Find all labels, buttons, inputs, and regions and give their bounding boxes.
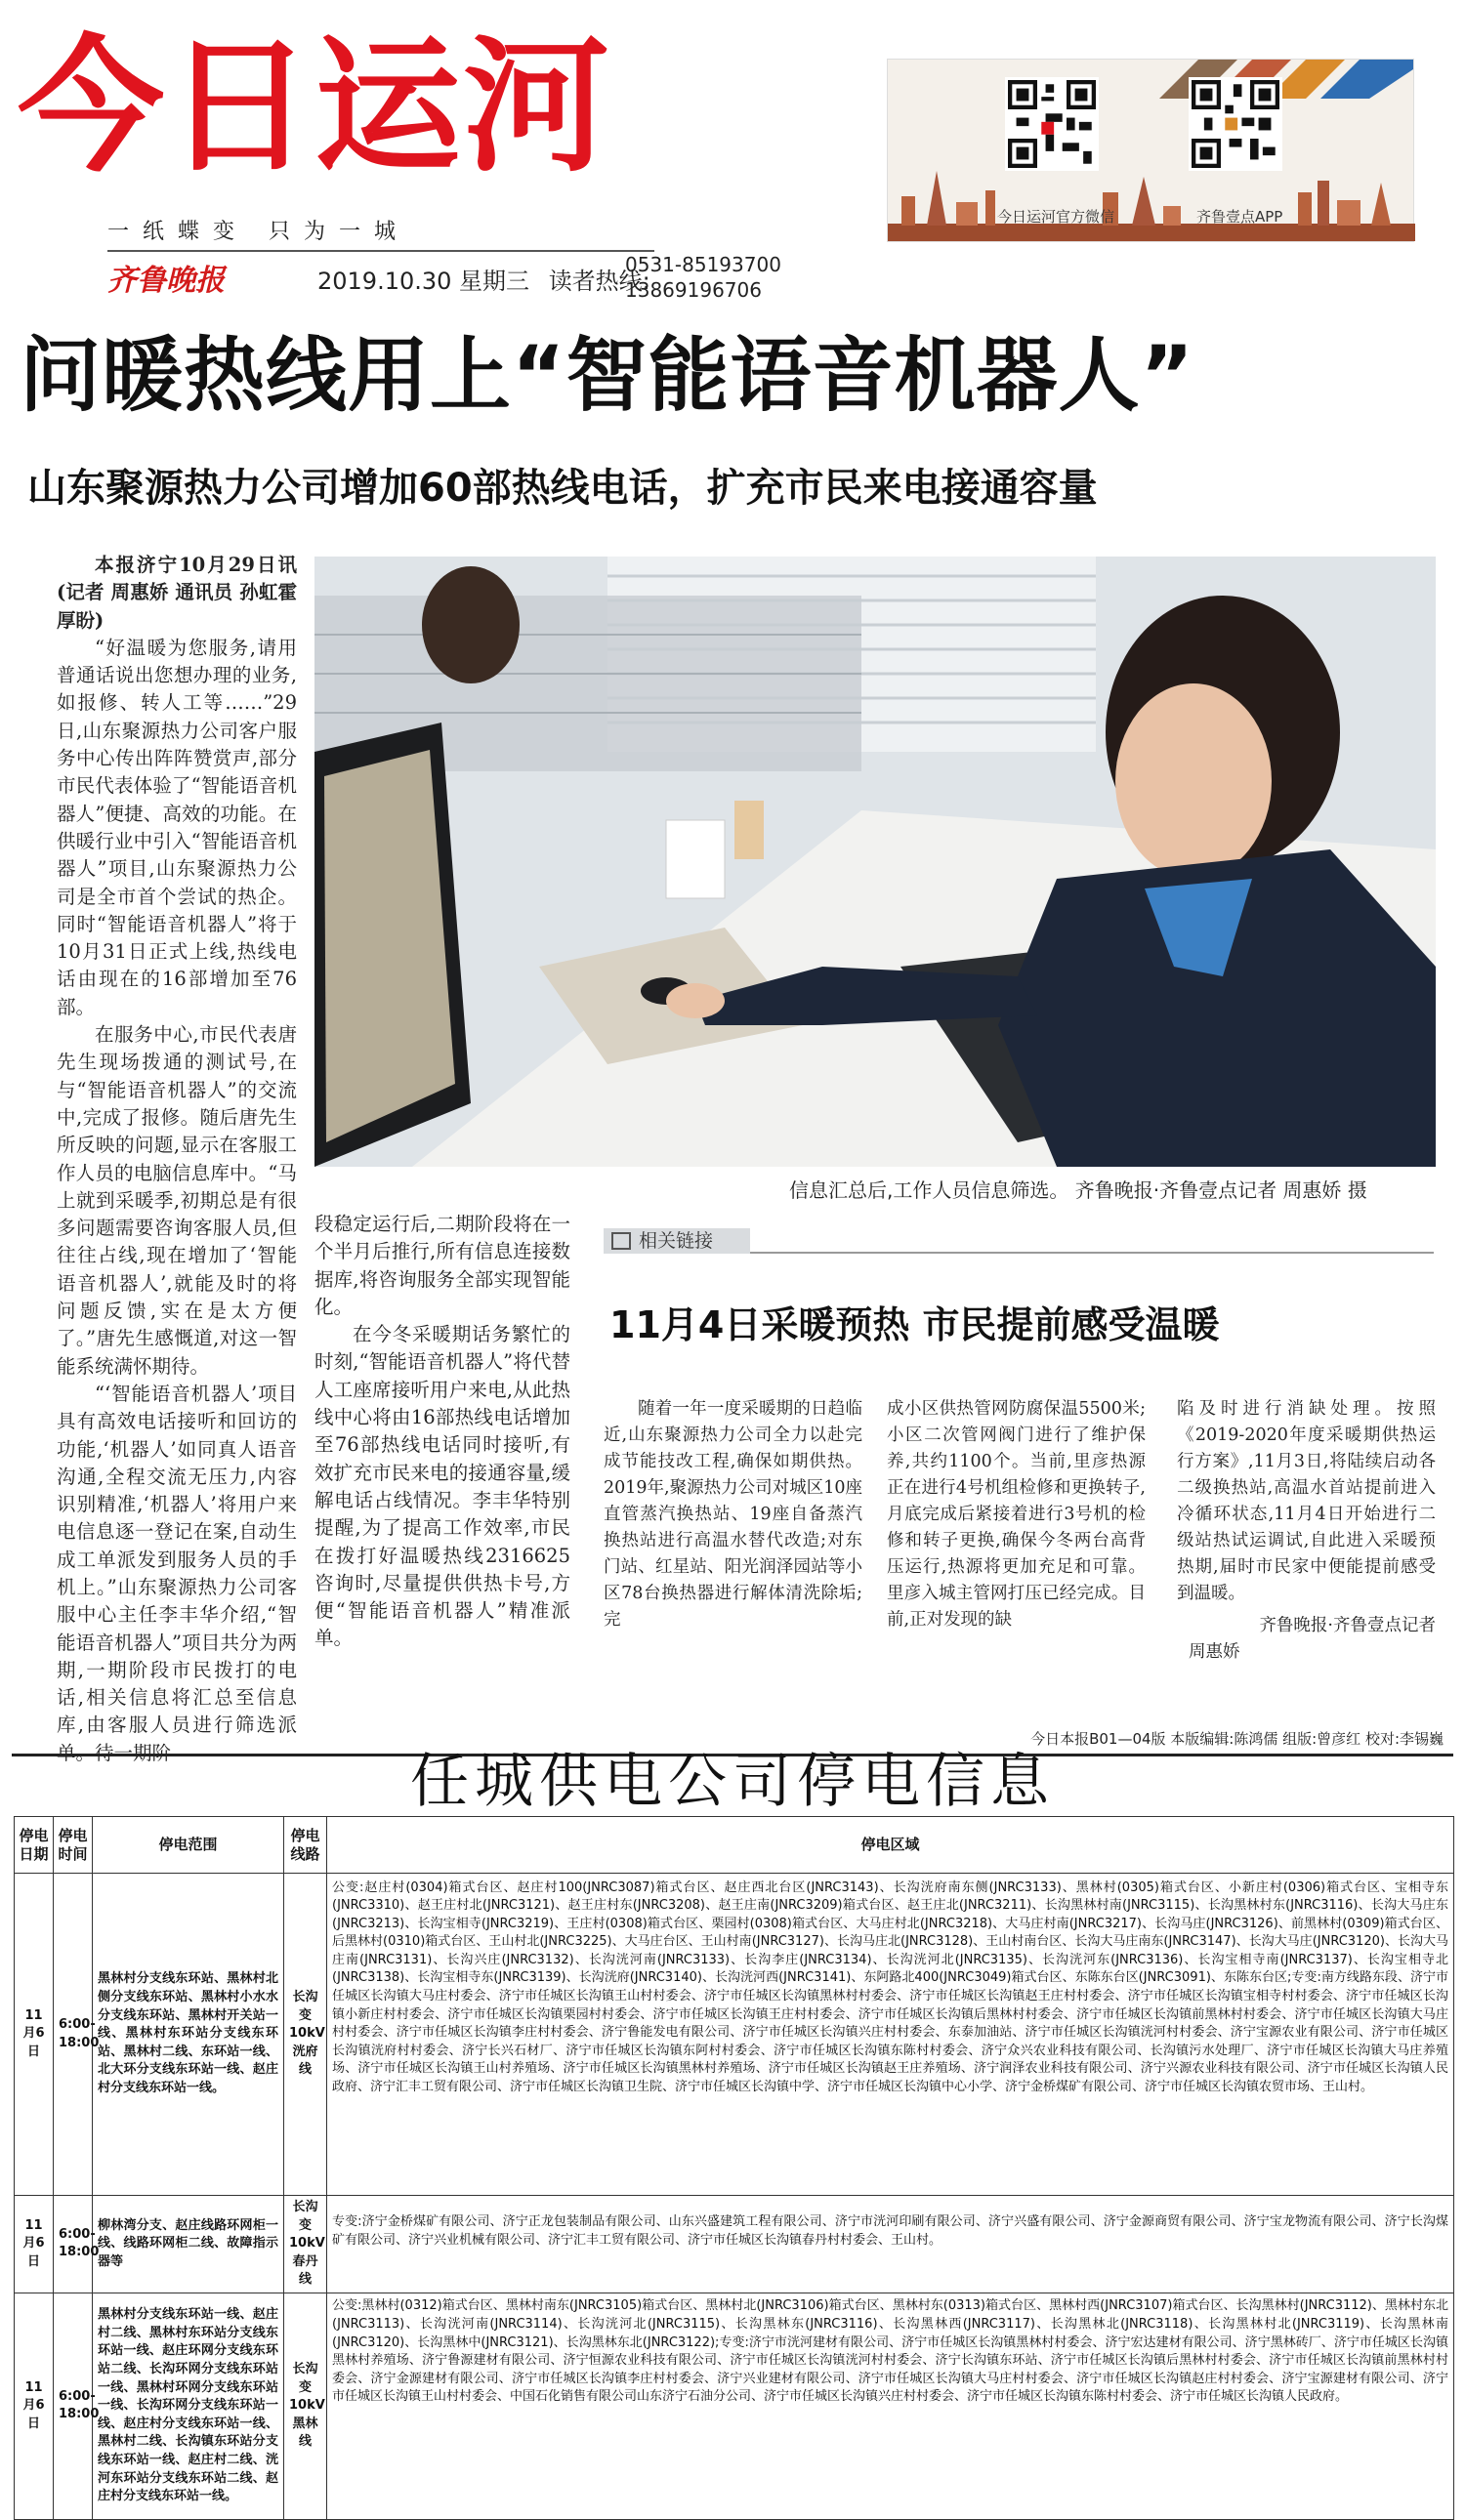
row-line: 长沟变10kV春丹线 — [284, 2196, 327, 2293]
article-paragraph-3: “‘智能语音机器人’项目具有高效电话接听和回访的功能,‘机器人’如同真人语音沟通,全程交流无压力,内容识别精准,‘机器人’将用户来电信息逐一登记在案,自动生成工单派发到服务人员的手机上。”山东聚源热力公司客服中心主任李丰华介绍,“智能语音机器人”项目共分为两期,一期阶段市民拨打的电话,相关信息将汇总至信息库,由客服人员进行筛选派 — [57, 1382, 297, 1737]
article-headline: 问暖热线用上“智能语音机器人” — [20, 328, 1195, 423]
table-row — [15, 2293, 1454, 2519]
row-date: 11月6日 — [15, 1874, 54, 2196]
table-row — [15, 2196, 1454, 2293]
app-qr-code[interactable] — [1189, 77, 1282, 171]
related-link-tag — [604, 1228, 1434, 1254]
related-paragraph-1: 随着一年一度采暖期的日趋临近,山东聚源热力公司全力以赴完成节能技改工程,确保如期供热。2019年,聚源热力公司对城区10座直管蒸汽换热站、19座自备蒸汽换热站进行高温水替代改造;对东门站、红星站、阳光润泽园站等小区78台换热器进行解体清洗除垢;完 — [604, 1399, 862, 1630]
table-row — [15, 1874, 1454, 2196]
outage-title: 任城供电公司停电信息 — [410, 1748, 1055, 1816]
wechat-qr-code[interactable] — [1005, 77, 1099, 171]
slogan-divider — [107, 250, 654, 252]
header-time: 停电时间 — [54, 1817, 93, 1874]
qr-code-icon — [1008, 80, 1096, 168]
hotline-label: 读者热线: — [548, 268, 650, 295]
slogan: 一纸蝶变 只为一城 — [107, 220, 409, 244]
header-area: 停电区域 — [327, 1817, 1454, 1874]
row-scope: 黑林村分支线东环站、黑林村北侧分支线东环站、黑林村小水水分支线东环站、黑林村开关站一线、黑林村东环站分支线东环站、黑林村二线、东环站一线、北大环分支线东环站一线、赵庄村分支线东环站一线。 — [93, 1874, 284, 2196]
hotline-number-1: 0531-85193700 — [625, 253, 781, 276]
photo-caption: 信息汇总后,工作人员信息筛选。 齐鲁晚报·齐鲁壹点记者 周惠娇 摄 — [789, 1178, 1367, 1202]
row-line: 长沟变10kV洸府线 — [284, 1874, 327, 2196]
related-column-2 — [887, 1396, 1146, 1679]
article-photo — [314, 557, 1436, 1167]
row-date: 11月6日 — [15, 2196, 54, 2293]
article-subheadline: 山东聚源热力公司增加60部热线电话，扩充市民来电接通容量 — [27, 466, 1098, 511]
row-time: 6:00-18:00 — [54, 1874, 93, 2196]
related-byline-line2: 周惠娇 — [1189, 1642, 1240, 1662]
row-scope: 柳林湾分支、赵庄线路环网柜一线、线路环网柜二线、故障指示器等 — [93, 2196, 284, 2293]
related-byline-line1: 齐鲁晚报·齐鲁壹点记者 — [1259, 1616, 1436, 1635]
header-date: 停电日期 — [15, 1817, 54, 1874]
wechat-qr-caption: 今日运河官方微信 — [997, 208, 1115, 226]
row-scope: 黑林村分支线东环站一线、赵庄村二线、黑林村东环站分支线东环站一线、赵庄环网分支线东环站二线、长沟环网分支线东环站一线、黑林村环网分支线东环站一线、长沟环网分支线东环站一线、赵庄村分支线东环站一线、黑林村二线、长沟镇东环站分支线东环站一线、赵庄村二线、洸河东环站分支线东环站二线、赵庄村分支线东环站一线。 — [93, 2293, 284, 2519]
header-scope: 停电范围 — [93, 1817, 284, 1874]
qr-code-icon — [1192, 80, 1279, 168]
link-box-icon — [611, 1232, 631, 1250]
row-area-text: 公变:赵庄村(0304)箱式台区、赵庄村100(JNRC3087)箱式台区、赵庄西北台区(JNRC3143)、长沟洸府南东侧(JNRC3133)、黑林村(0305)箱式台区、小新庄村(0306)箱式台区、宝相寺东(JNRC3310)、赵王庄村北(JNRC3121)、赵王庄村东(JNRC3208)、赵王庄南(JNRC3209)箱式台区、赵王庄北(JNRC3211)、长沟黑林村南(JNRC3115)、长沟黑林村东(JNRC3116)、长沟大马庄东(JNRC3213)、长沟宝相寺(JNRC3219)、王庄村(0308)箱式台区、栗园村(0308)箱式台区、大马庄村北(JNRC3218)、大马庄村南(JNRC3217)、长沟马庄(JNRC3126)、前黑林村(0309)箱式台区、后黑林村(0310)箱式台区、王山村北(JNRC3225)、大马庄台区、王山村南(JNRC3127)、长沟马庄北(JNRC3128)、王山村南台区、长沟大马庄南东(JNRC3147)、长沟大马庄(JNRC3120)、长沟大马庄南(JNRC3131)、长沟兴庄(JNRC3132)、长沟洸河南(JNRC3133)、长沟李庄(JNRC3134)、长沟洸河北(JNRC3135)、长沟洸河东(JNRC3136)、长沟宝相寺南(JNRC3137)、长沟宝相寺北(JNRC3138)、长沟宝相寺东(JNRC3139)、长沟洸府(JNRC3140)、长沟洸河西(JNRC3141)、东阿路北400(JNRC3049)箱式台区、东陈东台区(JNRC3091)、东陈东台区;专变:南方线路东段、济宁市任城区长沟镇大马庄村委会、济宁市任城区长沟镇王山村村委会、济宁市任城区长沟镇黑林村村委会、济宁市任城区长沟镇赵王庄村村委会、济宁市任城区长沟镇宝相寺村村委会、济宁市任城区长沟镇小新庄村村委会、济宁市任城区长沟镇栗园村村委会、济宁市任城区长沟镇王庄村村委会、济宁市任城区长沟镇后黑林村村委会、济宁市任城区长沟镇前黑林村村委会、济宁市任城区长沟镇大马庄村村委会、济宁市任城区长沟镇李庄村村委会、济宁鲁能发电有限公司、济宁市任城区长沟镇兴庄村村委会、东泰加油站、济宁市任城区长沟镇洸河村村委会、济宁宝源农业有限公司、济宁市任城区长沟镇洸府村村委会、济宁长兴石材厂、济宁市任城区长沟镇东阿村村委会、济宁市任城区长沟镇东陈村村委会、济宁众兴农业科技有限公司、长沟镇污水处理厂、济宁市任城区长沟镇大马庄养殖场、济宁市任城区长沟镇王山村养殖场、济宁市任城区长沟镇黑林村养殖场、济宁市任城区长沟镇赵王庄养殖场、济宁润泽农业科技有限公司、济宁兴源农业科技有限公司、济宁市任城区长沟镇人民政府、济宁汇丰工贸有限公司、济宁市任城区长沟镇卫生院、济宁市任城区长沟镇中学、济宁市任城区长沟镇中心小学、济宁金桥煤矿有限公司、济宁市任城区长沟镇农贸市场、王山村。 — [332, 1880, 1448, 2095]
paper-brand: 齐鲁晚报 — [107, 264, 225, 298]
article-column-middle — [314, 1211, 570, 1650]
row-area-text: 专变:济宁金桥煤矿有限公司、济宁正龙包装制品有限公司、山东兴盛建筑工程有限公司、济宁市洸河印刷有限公司、济宁兴盛有限公司、济宁金源商贸有限公司、济宁宝龙物流有限公司、济宁长沟煤矿有限公司、济宁兴业机械有限公司、济宁汇丰工贸有限公司、济宁市任城区长沟镇春丹村村委会、王山村。 — [332, 2214, 1448, 2249]
row-line: 长沟变10kV黑林线 — [284, 2293, 327, 2519]
row-date: 11月6日 — [15, 2293, 54, 2519]
app-qr-caption: 齐鲁壹点APP — [1196, 208, 1283, 226]
outage-table-wrap — [14, 1816, 1453, 2504]
newspaper-logo: 今日运河 — [18, 22, 612, 192]
row-time: 6:00-18:00 — [54, 2293, 93, 2519]
article-dateline: 本报济宁10月29日讯(记者 周惠娇 通讯员 孙虹霍厚盼) — [57, 554, 297, 632]
related-column-1 — [604, 1396, 862, 1679]
masthead — [0, 0, 1465, 302]
qr-banner — [887, 59, 1414, 242]
article-paragraph-2: 在服务中心,市民代表唐先生现场拨通的测试号,在与“智能语音机器人”的交流中,完成了报修。随后唐先生所反映的问题,显示在客服工作人员的电脑信息库中。“马上就到采暖季,初期总是有很多问题需要咨询客服人员,但往往占线,现在增加了‘智能语音机器人’,就能及时的将问题反馈,实在是太方便了。”唐先生感慨道,对这一智能系统满怀期待。 — [57, 1023, 297, 1378]
outage-table — [14, 1816, 1454, 2520]
related-title: 11月4日采暖预热 市民提前感受温暖 — [609, 1303, 1220, 1346]
reader-hotline — [625, 252, 781, 303]
header-line: 停电线路 — [284, 1817, 327, 1874]
outage-header-row — [15, 1817, 1454, 1874]
city-skyline-illustration — [888, 163, 1415, 241]
row-area — [327, 1874, 1454, 2196]
row-area — [327, 2196, 1454, 2293]
related-byline — [1177, 1613, 1436, 1666]
editor-credits: 今日本报B01—04版 本版编辑:陈鸿儒 组版:曾彦红 校对:李锡巍 — [1030, 1730, 1444, 1748]
article-paragraph-5: 在今冬采暖期话务繁忙的时刻,“智能语音机器人”将代替人工座席接听用户来电,从此热线中心将由16部热线电话增加至76部热线电话同时接听,有效扩充市民来电的接通容量,缓解电话占线情况。李丰华特别提醒,为了提高工作效率,市民在拨打好温暖热线2316625咨询时,尽量提供供热卡号,方便“智能语音机器人”精准派单。 — [314, 1323, 570, 1650]
article-paragraph-1: “好温暖为您服务,请用普通话说出您想办理的业务,如报修、转人工等……”29日,山东聚源热力公司客户服务中心传出阵阵赞赏声,部分市民代表体验了“智能语音机器人”便捷、高效的功能。在供暖行业中引入“智能语音机器人”项目,山东聚源热力公司是全市首个尝试的热企。同时“智能语音机器人”将于10月31日正式上线,热线电话由现在的16部增加至76部。 — [57, 636, 297, 1018]
related-link-label-text: 相关链接 — [639, 1230, 714, 1252]
article-column-left — [57, 552, 297, 1737]
row-area — [327, 2293, 1454, 2519]
row-area-text: 公变:黑林村(0312)箱式台区、黑林村南东(JNRC3105)箱式台区、黑林村北(JNRC3106)箱式台区、黑林村东(0313)箱式台区、黑林村西(JNRC3107)箱式台区、长沟黑林村(JNRC3112)、黑林村东北(JNRC3113)、长沟洸河南(JNRC3114)、长沟洸河北(JNRC3115)、长沟黑林东(JNRC3116)、长沟黑林西(JNRC3117)、长沟黑林北(JNRC3118)、长沟黑林村北(JNRC3119)、长沟黑林南(JNRC3120)、长沟黑林中(JNRC3121)、长沟黑林东北(JNRC3122);专变:济宁市洸河建材有限公司、济宁市任城区长沟镇黑林村村委会、济宁宏达建材有限公司、济宁黑林砖厂、济宁市任城区长沟镇黑林村养殖场、济宁鲁源建材有限公司、济宁恒源农业科技有限公司、济宁市任城区长沟镇洸河村村委会、济宁长沟镇东环站、济宁市任城区长沟镇后黑林村村委会、济宁市任城区长沟镇前黑林村村委会、济宁金源建材有限公司、济宁市任城区长沟镇李庄村村委会、济宁兴业建材有限公司、济宁市任城区长沟镇大马庄村村委会、济宁市任城区长沟镇赵庄村村委会、济宁宝源建材有限公司、济宁市任城区长沟镇王山村村委会、中国石化销售有限公司山东济宁石油分公司、济宁市任城区长沟镇兴庄村村委会、济宁市任城区长沟镇东陈村村委会、济宁市任城区长沟镇人民政府。 — [332, 2298, 1448, 2405]
issue-date — [317, 262, 650, 296]
related-paragraph-2: 成小区供热管网防腐保温5500米;小区二次管网阀门进行了维护保养,共约1100个。当前,里彦热源正在进行4号机组检修和更换转子,月底完成后紧接着进行3号机的检修和转子更换,确保今冬两台高背压运行,热源将更加充足和可靠。里彦入城主管网打压已经完成。目前,正对发现的缺 — [887, 1399, 1146, 1630]
article-paragraph-4: 段稳定运行后,二期阶段将在一个半月后推行,所有信息连接数据库,将咨询服务全部实现智能化。 — [314, 1213, 570, 1318]
related-paragraph-3: 陷及时进行消缺处理。按照《2019-2020年度采暖期供热运行方案》,11月3日,将陆续启动各二级换热站,高温水首站提前进入冷循环状态,11月4日开始进行二级站热试运调试,自此进入采暖预热期,届时市民家中便能提前感受到温暖。 — [1177, 1399, 1436, 1603]
row-time: 6:00-18:00 — [54, 2196, 93, 2293]
call-center-photo-illustration — [314, 557, 1436, 1167]
related-link-label — [604, 1228, 750, 1254]
hotline-number-2: 13869196706 — [625, 278, 762, 302]
issue-date-text: 2019.10.30 星期三 — [317, 268, 530, 295]
